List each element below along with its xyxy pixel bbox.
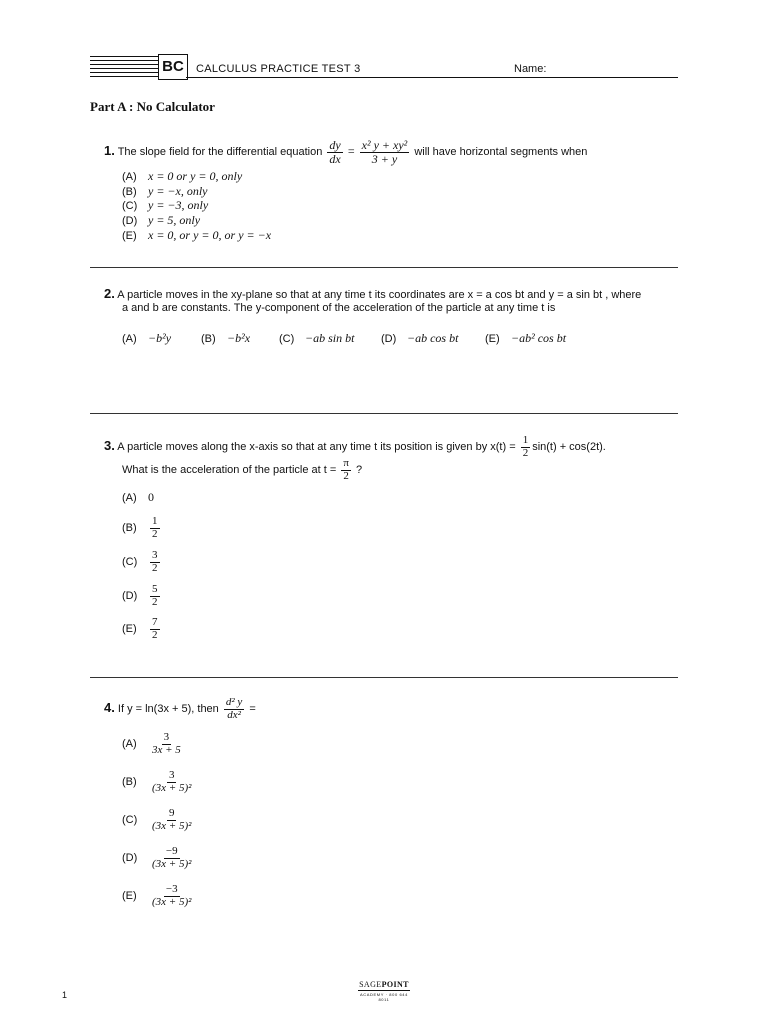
sagepoint-logo: SAGEPOINT ACADEMY · 800 644 8011: [359, 980, 409, 1002]
choice-3b[interactable]: (B) $\frac{1}{2}$: [122, 515, 158, 540]
question-text: If y = ln(3x + 5), then: [117, 702, 219, 715]
choice-4e[interactable]: (E) $\frac{-3}{\text{(3x + 5)²}}$: [122, 883, 192, 908]
test-title: CALCULUS PRACTICE TEST 3: [196, 63, 361, 75]
page-number: 1: [62, 990, 68, 1000]
choice-3d[interactable]: (D) $\frac{5}{2}$: [122, 583, 158, 608]
question-text-end: will have horizontal segments when: [414, 146, 588, 158]
question-text-line1-end: sin(t) + cos(2t).: [532, 440, 606, 453]
choice-2c[interactable]: (C) −ab sin bt: [279, 331, 355, 345]
choice-3e[interactable]: (E) $\frac{7}{2}$: [122, 616, 158, 641]
half-fraction: $\frac{1}{2}$: [522, 434, 529, 459]
choice-1d[interactable]: (D) y = 5, only: [122, 213, 201, 227]
choice-1e[interactable]: (E) x = 0, or y = 0, or y = −x: [122, 228, 272, 242]
question-divider: [90, 413, 678, 414]
choice-1c[interactable]: (C) y = −3, only: [122, 198, 209, 212]
choice-4d[interactable]: (D) $\frac{-9}{\text{(3x + 5)²}}$: [122, 845, 192, 870]
question-divider: [90, 677, 678, 678]
second-derivative-fraction: $\frac{\text{d² y}}{\text{dx²}}$: [225, 696, 243, 721]
question-3-line2: What is the acceleration of the particle at t = $\frac{\pi}{2}$ ?: [122, 457, 363, 482]
question-text: The slope field for the differential equation: [117, 146, 323, 158]
question-3: [104, 435, 606, 459]
rhs-fraction: $\frac{\text{x² y + xy²}}{3 + y}$: [361, 138, 408, 166]
choice-1a[interactable]: (A) x = 0 or y = 0, only: [122, 169, 243, 183]
header-rule-lines: [90, 56, 158, 80]
question-4: 4. If y = ln(3x + 5), then $\frac{\text{d² y}}{\text{dx²}}$ =: [104, 696, 256, 721]
choice-4b[interactable]: (B) $\frac{3}{\text{(3x + 5)²}}$: [122, 769, 192, 794]
question-divider: [90, 267, 678, 268]
question-number: 2.: [104, 286, 115, 301]
choice-4c[interactable]: (C) $\frac{9}{\text{(3x + 5)²}}$: [122, 807, 192, 832]
question-2: [104, 286, 641, 301]
choice-2d[interactable]: (D) −ab cos bt: [381, 331, 459, 345]
header-underline: [186, 77, 678, 78]
question-text-line1: A particle moves along the x-axis so that at any time t its position is given by x(t) =: [117, 440, 516, 453]
question-number: 1.: [104, 143, 115, 158]
name-field-label: Name:: [514, 63, 547, 75]
course-badge: BC: [158, 54, 188, 80]
choice-2b[interactable]: (B) −b²x: [201, 331, 251, 345]
question-text-line1: A particle moves in the xy-plane so that at any time t its coordinates are x = a cos bt and y = a sin bt , where: [117, 289, 642, 301]
choice-2e[interactable]: (E) −ab² cos bt: [485, 331, 567, 345]
choice-4a[interactable]: (A) $\frac{3}{3x + 5}$: [122, 731, 181, 756]
question-number: 4.: [104, 699, 115, 715]
choice-3a[interactable]: (A) 0: [122, 490, 154, 504]
derivative-fraction: $\frac{dy}{dx}$: [329, 138, 341, 166]
part-title: Part A : No Calculator: [90, 99, 215, 114]
question-1: 1. The slope field for the differential equation $\frac{dy}{dx}$ = $\frac{\text{x² y + xy²}}{3 + y}$ will have horizontal segments when: [104, 138, 588, 166]
choice-3c[interactable]: (C) $\frac{3}{2}$: [122, 549, 158, 574]
choice-1b[interactable]: (B) y = −x, only: [122, 184, 208, 198]
question-number: 3.: [104, 437, 115, 453]
choice-2a[interactable]: (A) −b²y: [122, 331, 172, 345]
question-text-line2: a and b are constants. The y-component of the acceleration of the particle at any time t is: [122, 302, 556, 314]
pi-over-2-fraction: $\frac{\pi}{2}$: [343, 457, 349, 482]
